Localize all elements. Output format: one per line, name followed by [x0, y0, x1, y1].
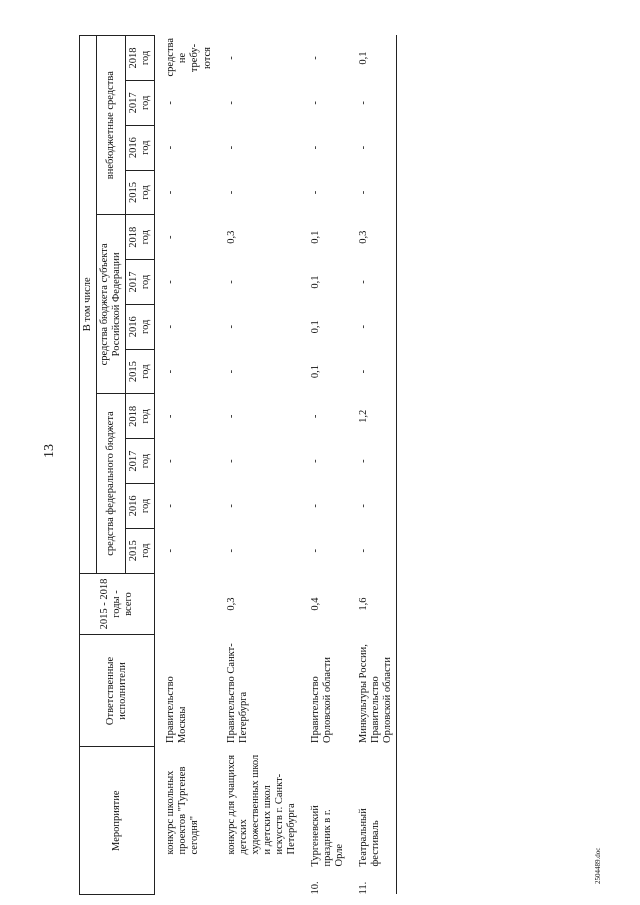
value-cell: -	[225, 459, 237, 463]
value-cell: 0,1	[309, 365, 321, 379]
value-cell: -	[165, 325, 177, 329]
value-cell: -	[358, 325, 370, 329]
value-cell: -	[309, 56, 321, 60]
table-row	[216, 36, 300, 895]
value-cell: -	[225, 190, 237, 195]
header-federal: средства федерального бюджета	[97, 394, 126, 573]
event-text: Театральный фестиваль	[358, 808, 382, 867]
value-cell: -	[225, 548, 237, 553]
value-cell: -	[165, 101, 177, 105]
value-cell: -	[309, 101, 321, 105]
value-cell: 0,1	[358, 51, 370, 65]
value-cell: -	[165, 145, 177, 150]
value-cell: -	[358, 101, 370, 105]
year-header: 2015 год	[126, 170, 155, 215]
page-number: 13	[42, 444, 57, 458]
year-header: 2015 год	[126, 528, 155, 573]
value-cell: -	[309, 145, 321, 150]
value-cell: 0,3	[225, 230, 237, 244]
value-cell: 1,2	[358, 409, 370, 423]
header-including: В том числе	[80, 36, 97, 574]
year-header: 2016 год	[126, 125, 155, 170]
value-cell: -	[165, 459, 177, 463]
event-cell	[348, 747, 397, 895]
header-regional: средства бюджета субъекта Российской Федерации	[97, 215, 126, 394]
value-cell: -	[165, 414, 177, 419]
value-cell: средства не требу-ются	[165, 37, 213, 77]
table-row	[300, 36, 348, 895]
value-cell: -	[225, 56, 237, 60]
executor-cell: Правительство Санкт-Петербурга	[225, 643, 249, 743]
year-header: 2017 год	[126, 80, 155, 125]
value-cell: -	[165, 190, 177, 195]
rotated-table-container	[79, 35, 621, 895]
header-executors: Ответственные исполнители	[80, 635, 155, 747]
executor-cell: Минкультуры России, Правительство Орловской области	[358, 644, 394, 743]
table-row	[155, 36, 216, 895]
year-header: 2018 год	[126, 394, 155, 439]
year-header: 2016 год	[126, 484, 155, 529]
value-cell: -	[165, 235, 177, 239]
footer-doc-code: 2504489.doc	[594, 847, 602, 884]
header-event: Мероприятие	[80, 747, 155, 895]
value-cell: 0,3	[358, 230, 370, 244]
value-cell: -	[309, 190, 321, 195]
value-cell: -	[358, 145, 370, 150]
funding-table	[79, 35, 397, 895]
table-row	[348, 36, 397, 895]
value-cell: -	[165, 548, 177, 553]
value-cell: -	[309, 459, 321, 463]
value-cell: -	[225, 504, 237, 508]
value-cell: -	[165, 504, 177, 508]
value-cell: -	[225, 101, 237, 105]
event-cell	[300, 747, 348, 895]
year-header: 2017 год	[126, 260, 155, 305]
year-header: 2016 год	[126, 304, 155, 349]
value-cell: -	[309, 414, 321, 419]
value-cell: -	[165, 280, 177, 284]
value-cell: -	[225, 145, 237, 150]
year-header: 2015 год	[126, 349, 155, 394]
value-cell: -	[225, 325, 237, 329]
year-header: 2018 год	[126, 215, 155, 260]
value-cell: -	[225, 414, 237, 419]
executor-cell: Правительство Орловской области	[309, 657, 333, 743]
total-cell	[155, 573, 216, 635]
value-cell: -	[358, 504, 370, 508]
total-cell: 0,4	[309, 597, 321, 611]
value-cell: -	[309, 548, 321, 553]
value-cell: -	[358, 548, 370, 553]
total-cell: 1,6	[358, 597, 370, 611]
value-cell: -	[358, 369, 370, 374]
event-cell: конкурс школьных проектов "Тургенев сегодня"	[165, 766, 201, 855]
value-cell: -	[225, 280, 237, 284]
row-number: 10.	[309, 881, 321, 895]
row-number: 11.	[358, 881, 370, 895]
executor-cell: Правительство Москвы	[165, 676, 189, 743]
header-extra: внебюджетные средства	[97, 36, 126, 215]
value-cell: -	[358, 459, 370, 463]
event-cell: конкурс для учащихся детских художественных школ и детских школ искусств г. Санкт-Петербурга	[225, 754, 297, 855]
value-cell: 0,1	[309, 275, 321, 289]
value-cell: 0,1	[309, 320, 321, 334]
value-cell: -	[225, 369, 237, 374]
value-cell: -	[358, 280, 370, 284]
total-cell: 0,3	[225, 597, 237, 611]
header-total: 2015 - 2018 годы - всего	[80, 573, 155, 635]
event-text: Тургеневский праздник в г. Орле	[309, 805, 346, 867]
value-cell: -	[165, 369, 177, 374]
value-cell: -	[358, 190, 370, 195]
value-cell: -	[309, 504, 321, 508]
year-header: 2018 год	[126, 36, 155, 81]
value-cell: 0,1	[309, 230, 321, 244]
year-header: 2017 год	[126, 439, 155, 484]
